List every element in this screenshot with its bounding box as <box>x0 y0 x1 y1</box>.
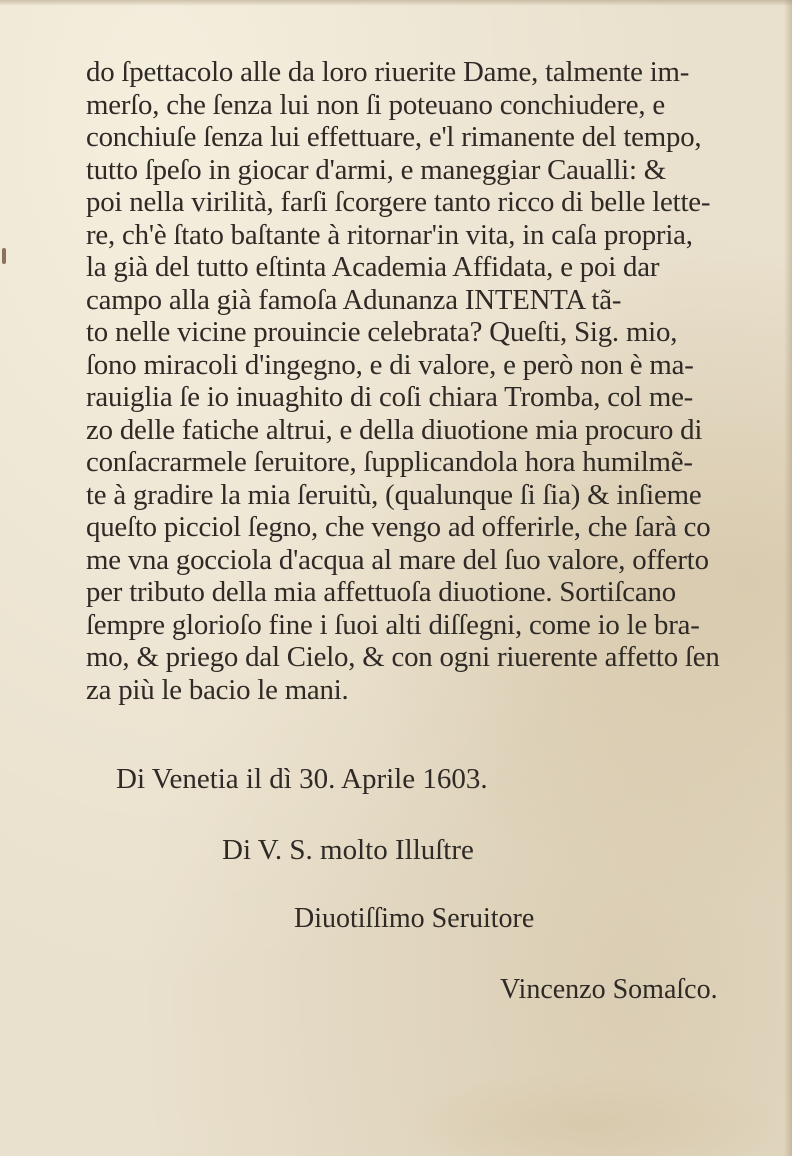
body-line: do ſpettacolo alle da loro riuerite Dame, talmente im- <box>86 56 690 88</box>
paper-right-edge <box>784 0 792 1156</box>
closing-salutation: Di V. S. molto Illuſtre <box>222 834 474 866</box>
paper-top-edge <box>0 0 792 6</box>
body-line: re, ch'è ſtato baſtante à ritornar'in vita, in caſa propria, <box>86 218 693 251</box>
body-line: za più le bacio le mani. <box>86 673 349 706</box>
body-line: queſto picciol ſegno, che vengo ad offerirle, che ſarà co <box>86 511 711 543</box>
body-line: la già del tutto eſtinta Academia Affidata, e poi dar <box>86 251 660 283</box>
body-line: tutto ſpeſo in giocar d'armi, e maneggiar Caualli: & <box>86 153 667 186</box>
body-line: conchiuſe ſenza lui effettuare, e'l rimanente del tempo, <box>86 121 702 153</box>
body-line: me vna gocciola d'acqua al mare del ſuo valore, offerto <box>86 543 709 576</box>
body-line: mo, & priego dal Cielo, & con ogni riuerente affetto ſen <box>86 641 720 673</box>
body-line: merſo, che ſenza lui non ſi poteuano conchiudere, e <box>86 88 665 121</box>
body-line: conſacrarmele ſeruitore, ſupplicandola hora humilmẽ- <box>86 446 693 478</box>
closing-title: Diuotiſſimo Seruitore <box>294 903 535 934</box>
body-line: ſempre glorioſo fine i ſuoi alti diſſegni, come io le bra- <box>86 608 700 641</box>
body-line: to nelle vicine prouincie celebrata? Queſti, Sig. mio, <box>86 316 678 348</box>
margin-mark <box>2 248 6 264</box>
signature: Vincenzo Somaſco. <box>500 974 718 1005</box>
body-line: te à gradire la mia ſeruitù, (qualunque ſi ſia) & inſieme <box>86 478 702 511</box>
date-line: Di Venetia il dì 30. Aprile 1603. <box>116 763 488 795</box>
paper-stain <box>400 1070 780 1156</box>
body-line: poi nella virilità, farſi ſcorgere tanto ricco di belle lette- <box>86 186 711 218</box>
body-line: ſono miracoli d'ingegno, e di valore, e però non è ma- <box>86 348 694 381</box>
body-line: per tributo della mia affettuoſa diuotione. Sortiſcano <box>86 576 676 608</box>
body-line: rauiglia ſe io inuaghito di coſi chiara Tromba, col me- <box>86 381 694 413</box>
body-line: campo alla già famoſa Adunanza INTENTA tã- <box>86 283 622 316</box>
body-line: zo delle fatiche altrui, e della diuotione mia procuro di <box>86 413 703 446</box>
letter-body <box>86 56 766 706</box>
